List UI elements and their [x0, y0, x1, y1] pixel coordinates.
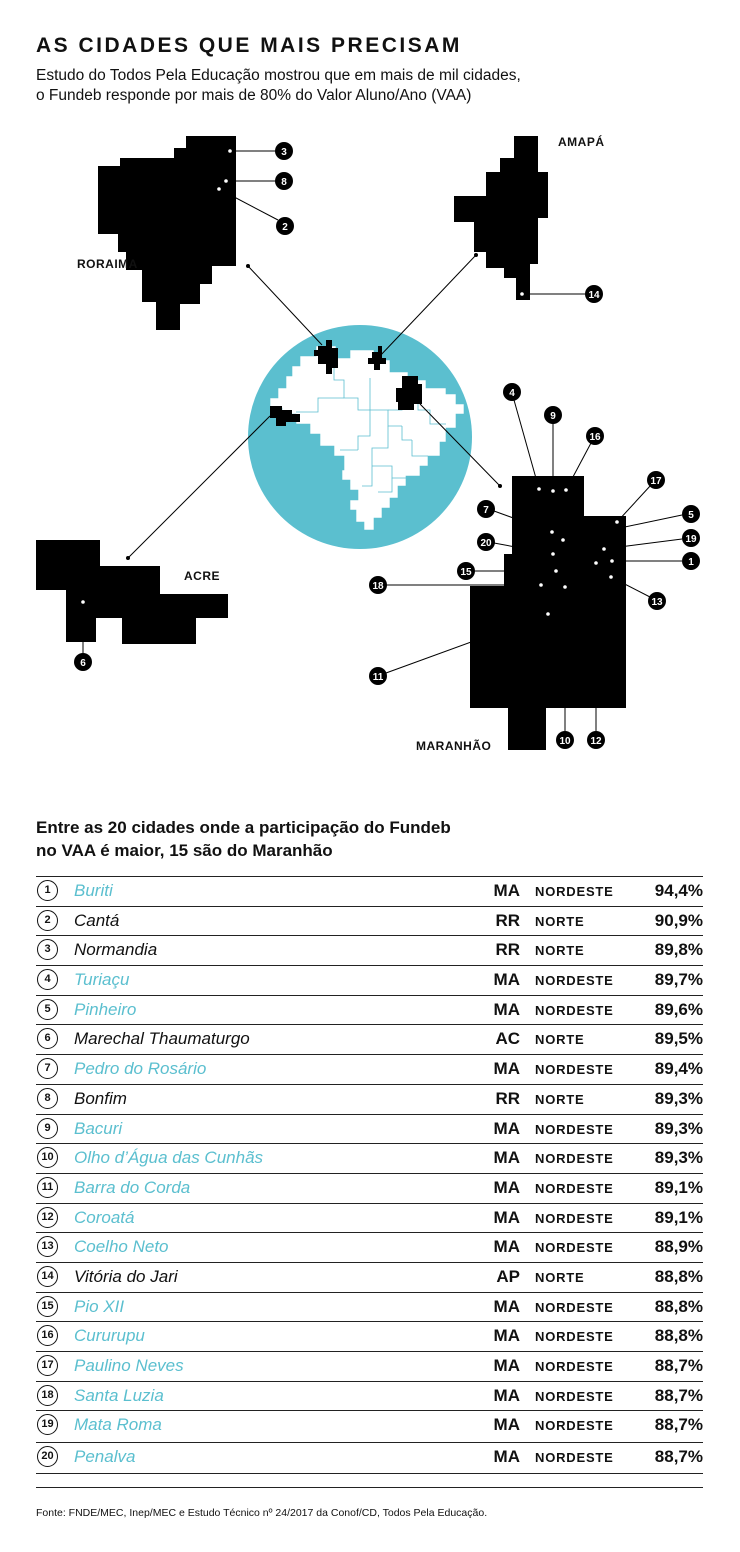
table-row [36, 1055, 703, 1085]
table-row [36, 1085, 703, 1115]
table-row [36, 936, 703, 966]
rank-badge: 18 [37, 1385, 58, 1406]
maranhao-marker-16 [564, 427, 604, 492]
roraima-shape [98, 136, 236, 330]
state-code: RR [495, 940, 520, 960]
table-row [36, 877, 703, 907]
state-code: MA [493, 1446, 520, 1466]
state-code: MA [493, 1356, 520, 1375]
rank-badge: 20 [37, 1446, 58, 1467]
city-name: Barra do Corda [74, 1177, 191, 1197]
rank-badge: 12 [37, 1207, 58, 1228]
svg-text:3: 3 [281, 147, 287, 158]
fundeb-share: 94,4% [654, 881, 703, 900]
page-title: AS CIDADES QUE MAIS PRECISAM [36, 34, 462, 57]
rank-badge: 19 [37, 1414, 58, 1435]
state-code: MA [493, 1207, 520, 1227]
svg-text:4: 4 [509, 388, 515, 399]
table-row [36, 966, 703, 996]
state-code: MA [493, 1385, 520, 1405]
fundeb-share: 88,8% [654, 1296, 703, 1316]
rank-badge: 17 [37, 1355, 58, 1376]
rank-badge: 4 [37, 969, 58, 990]
region-name: NORDESTE [535, 1418, 614, 1434]
state-code: MA [493, 1118, 520, 1138]
city-name: Bacuri [74, 1118, 123, 1138]
city-name: Pinheiro [74, 999, 137, 1019]
region-name: NORDESTE [535, 1240, 614, 1256]
region-name: NORTE [535, 943, 585, 959]
state-code: MA [493, 1237, 520, 1257]
svg-text:10: 10 [559, 736, 571, 747]
fundeb-share: 89,3% [654, 1148, 703, 1168]
fundeb-share: 89,8% [654, 940, 703, 960]
svg-text:5: 5 [688, 510, 694, 521]
fundeb-share: 88,7% [654, 1446, 703, 1466]
fundeb-share: 89,1% [654, 1207, 703, 1227]
city-name: Marechal Thaumaturgo [74, 1029, 250, 1049]
maranhao-label: MARANHÃO [416, 739, 492, 753]
city-name: Bonfim [74, 1088, 127, 1108]
region-name: NORTE [535, 913, 585, 929]
amapa-label: AMAPÁ [558, 135, 605, 149]
city-name: Penalva [74, 1446, 136, 1466]
subtitle-line-2: o Fundeb responde por mais de 80% do Valor Aluno/Ano (VAA) [36, 87, 472, 104]
roraima-connector [248, 266, 322, 345]
table-row [36, 1263, 703, 1293]
rank-badge: 16 [37, 1325, 58, 1346]
table-row [36, 1352, 703, 1382]
region-name: NORDESTE [535, 973, 614, 989]
table-row [36, 1322, 703, 1352]
city-name: Coroatá [74, 1207, 135, 1227]
state-code: RR [495, 1088, 520, 1108]
svg-text:12: 12 [590, 736, 602, 747]
acre-label: ACRE [184, 569, 221, 583]
state-code: MA [493, 1296, 520, 1316]
state-code: AC [495, 1029, 520, 1049]
svg-text:2: 2 [282, 222, 288, 233]
table-row [36, 1204, 703, 1234]
region-name: NORTE [535, 1269, 585, 1285]
state-code: MA [493, 970, 520, 990]
region-name: NORDESTE [535, 1210, 614, 1226]
region-name: NORDESTE [535, 1299, 614, 1315]
fundeb-share: 89,4% [654, 1059, 703, 1079]
region-name: NORDESTE [535, 1388, 614, 1404]
svg-text:11: 11 [372, 672, 384, 683]
table-row [36, 1025, 703, 1055]
roraima-marker-3 [228, 142, 293, 160]
fundeb-share: 89,6% [654, 999, 703, 1019]
fundeb-share: 88,9% [654, 1237, 703, 1257]
svg-text:15: 15 [460, 567, 472, 578]
fundeb-share: 89,3% [654, 1088, 703, 1108]
table-row [36, 1144, 703, 1174]
svg-text:9: 9 [550, 411, 556, 422]
roraima-label: RORAIMA [77, 257, 138, 271]
region-name: NORDESTE [535, 1151, 614, 1167]
state-code: AP [496, 1266, 520, 1286]
table-heading [36, 816, 656, 862]
table-row [36, 1233, 703, 1263]
maranhao-marker-17 [615, 471, 665, 524]
state-code: MA [493, 1326, 520, 1346]
ranking-table [36, 876, 703, 1474]
table-row [36, 1174, 703, 1204]
rank-badge: 3 [37, 939, 58, 960]
svg-text:1: 1 [688, 557, 694, 568]
maranhao-marker-4 [503, 383, 541, 491]
acre-shape [36, 540, 228, 644]
rank-badge: 5 [37, 999, 58, 1020]
region-name: NORDESTE [535, 1062, 614, 1078]
state-code: MA [493, 1415, 520, 1435]
region-name: NORTE [535, 1091, 585, 1107]
state-code: MA [493, 1148, 520, 1168]
table-heading-line-1: Entre as 20 cidades onde a participação do Fundeb [36, 818, 451, 837]
fundeb-share: 89,3% [654, 1118, 703, 1138]
table-row [36, 1382, 703, 1412]
region-name: NORDESTE [535, 1121, 614, 1137]
svg-text:19: 19 [685, 534, 697, 545]
state-code: RR [495, 910, 520, 930]
city-name: Turiaçu [74, 970, 130, 990]
city-name: Paulino Neves [74, 1356, 184, 1375]
rank-badge: 1 [37, 880, 58, 901]
fundeb-share: 89,7% [654, 970, 703, 990]
city-name: Santa Luzia [74, 1385, 164, 1405]
rank-badge: 13 [37, 1236, 58, 1257]
state-code: MA [493, 999, 520, 1019]
table-row [36, 1293, 703, 1323]
fundeb-share: 89,5% [654, 1029, 703, 1049]
region-name: NORDESTE [535, 1449, 614, 1465]
svg-text:16: 16 [589, 432, 601, 443]
rank-badge: 10 [37, 1147, 58, 1168]
region-name: NORDESTE [535, 1329, 614, 1345]
amapa-connector [378, 255, 476, 358]
city-name: Coelho Neto [74, 1237, 169, 1257]
amapa-marker-14 [520, 285, 603, 303]
svg-text:17: 17 [650, 476, 662, 487]
rank-badge: 15 [37, 1296, 58, 1317]
city-name: Olho d’Água das Cunhãs [74, 1148, 264, 1168]
acre-connector [128, 416, 270, 558]
table-row [36, 1411, 703, 1443]
city-name: Cantá [74, 910, 120, 930]
fundeb-share: 88,7% [654, 1415, 703, 1435]
rank-badge: 8 [37, 1088, 58, 1109]
svg-text:20: 20 [480, 538, 492, 549]
fundeb-share: 89,1% [654, 1177, 703, 1197]
svg-text:14: 14 [588, 290, 600, 301]
city-name: Buriti [74, 881, 113, 900]
footer-divider [36, 1487, 703, 1488]
rank-badge: 6 [37, 1028, 58, 1049]
region-name: NORDESTE [535, 1002, 614, 1018]
amapa-shape [454, 136, 548, 300]
subtitle-line-1: Estudo do Todos Pela Educação mostrou que em mais de mil cidades, [36, 67, 521, 84]
table-heading-line-2: no VAA é maior, 15 são do Maranhão [36, 841, 333, 860]
rank-badge: 14 [37, 1266, 58, 1287]
fundeb-share: 88,7% [654, 1356, 703, 1375]
city-name: Normandia [74, 940, 158, 960]
table-row [36, 996, 703, 1026]
fundeb-share: 90,9% [654, 910, 703, 930]
region-name: NORDESTE [535, 884, 614, 899]
state-code: MA [493, 1177, 520, 1197]
fundeb-share: 88,7% [654, 1385, 703, 1405]
svg-text:13: 13 [651, 597, 663, 608]
svg-text:7: 7 [483, 505, 489, 516]
rank-badge: 11 [37, 1177, 58, 1198]
source-note: Fonte: FNDE/MEC, Inep/MEC e Estudo Técnico nº 24/2017 da Conof/CD, Todos Pela Educação. [36, 1507, 488, 1519]
region-name: NORDESTE [535, 1359, 614, 1374]
state-code: MA [493, 1059, 520, 1079]
table-row [36, 1115, 703, 1145]
fundeb-share: 88,8% [654, 1326, 703, 1346]
region-name: NORTE [535, 1032, 585, 1048]
rank-badge: 9 [37, 1118, 58, 1139]
fundeb-share: 88,8% [654, 1266, 703, 1286]
region-name: NORDESTE [535, 1180, 614, 1196]
state-code: MA [493, 881, 520, 900]
svg-text:18: 18 [372, 581, 384, 592]
city-name: Vitória do Jari [74, 1266, 178, 1286]
city-name: Mata Roma [74, 1415, 162, 1435]
table-row [36, 1443, 703, 1475]
city-name: Pedro do Rosário [74, 1059, 207, 1079]
city-name: Pio XII [74, 1296, 125, 1316]
rank-badge: 7 [37, 1058, 58, 1079]
svg-text:6: 6 [80, 658, 86, 669]
rank-badge: 2 [37, 910, 58, 931]
table-row [36, 907, 703, 937]
svg-text:8: 8 [281, 177, 287, 188]
city-name: Cururupu [74, 1326, 145, 1346]
